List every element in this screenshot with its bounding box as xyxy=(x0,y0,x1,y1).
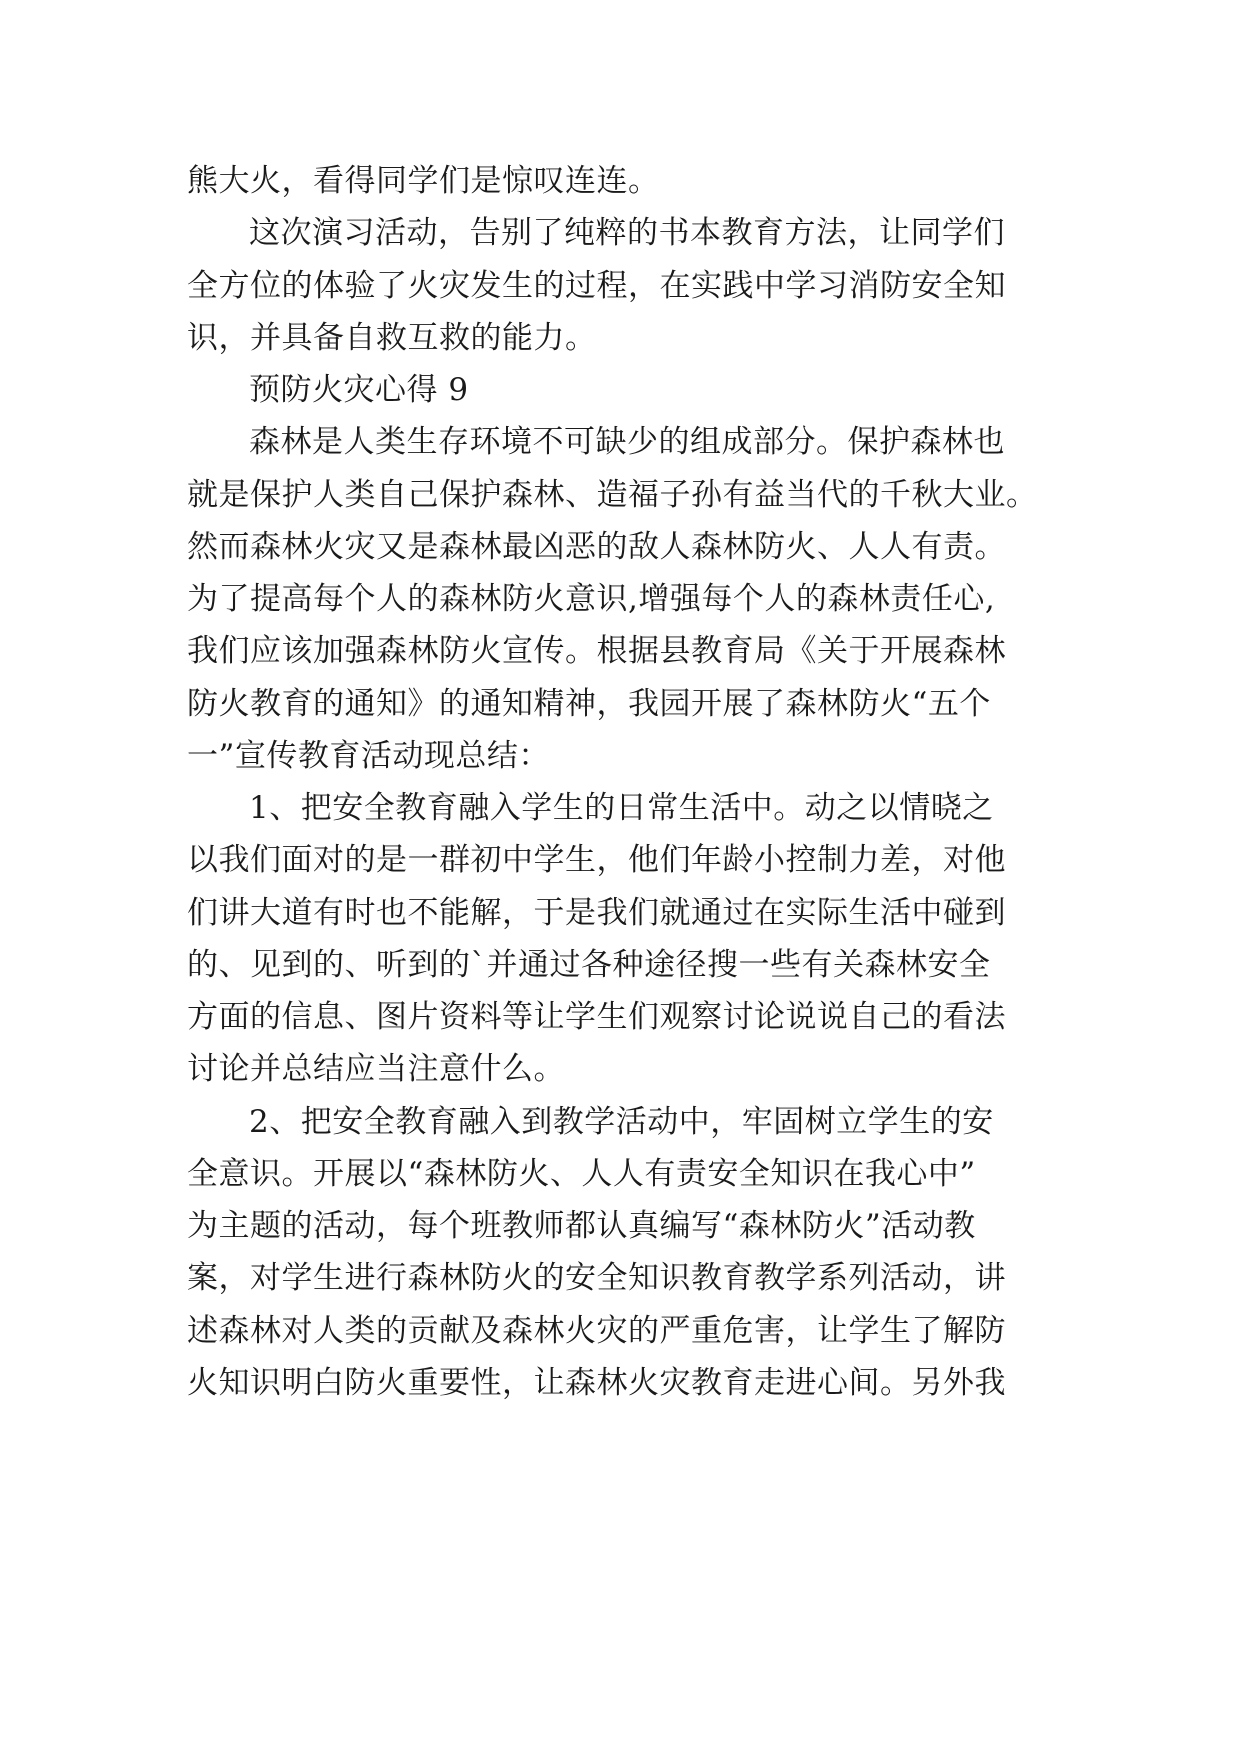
text-line: 这次演习活动，告别了纯粹的书本教育方法，让同学们 xyxy=(249,215,1005,252)
text-line: 识，并具备自救互救的能力。 xyxy=(187,319,597,356)
text-line: 就是保护人类自己保护森林、造福子孙有益当代的千秋大业。 xyxy=(187,476,1038,513)
text-line: 述森林对人类的贡献及森林火灾的严重危害，让学生了解防 xyxy=(187,1312,1006,1349)
text-line: 全方位的体验了火灾发生的过程，在实践中学习消防安全知 xyxy=(187,267,1006,304)
text-line: 们讲大道有时也不能解，于是我们就通过在实际生活中碰到 xyxy=(187,894,1006,931)
body-text xyxy=(187,155,1057,1409)
text-line: 方面的信息、图片资料等让学生们观察讨论说说自己的看法 xyxy=(187,999,1006,1035)
text-line: 森林是人类生存环境不可缺少的组成部分。保护森林也 xyxy=(249,424,1005,461)
section-heading: 预防火灾心得 9 xyxy=(249,372,469,408)
text-line: 一”宣传教育活动现总结： xyxy=(187,737,550,774)
text-line: 2、把安全教育融入到教学活动中，牢固树立学生的安 xyxy=(249,1103,994,1140)
text-line: 案，对学生进行森林防火的安全知识教育教学系列活动，讲 xyxy=(187,1260,1006,1297)
text-line: 我们应该加强森林防火宣传。根据县教育局《关于开展森林 xyxy=(187,633,1006,670)
text-line: 以我们面对的是一群初中学生，他们年龄小控制力差，对他 xyxy=(187,842,1006,879)
text-line: 防火教育的通知》的通知精神，我园开展了森林防火“五个 xyxy=(187,685,991,722)
text-line: 全意识。开展以“森林防火、人人有责安全知识在我心中” xyxy=(187,1155,976,1192)
text-line: 为主题的活动，每个班教师都认真编写“森林防火”活动教 xyxy=(187,1208,976,1244)
text-line: 为了提高每个人的森林防火意识,增强每个人的森林责任心, xyxy=(187,581,996,617)
text-line: 讨论并总结应当注意什么。 xyxy=(187,1051,565,1088)
text-line: 火知识明白防火重要性，让森林火灾教育走进心间。另外我 xyxy=(187,1364,1006,1401)
text-line: 1、把安全教育融入学生的日常生活中。动之以情晓之 xyxy=(249,790,994,826)
text-line: 的、见到的、听到的`并通过各种途径搜一些有关森林安全 xyxy=(187,946,991,983)
text-line: 熊大火，看得同学们是惊叹连连。 xyxy=(187,163,660,199)
text-line: 然而森林火灾又是森林最凶恶的敌人森林防火、人人有责。 xyxy=(187,528,1006,565)
